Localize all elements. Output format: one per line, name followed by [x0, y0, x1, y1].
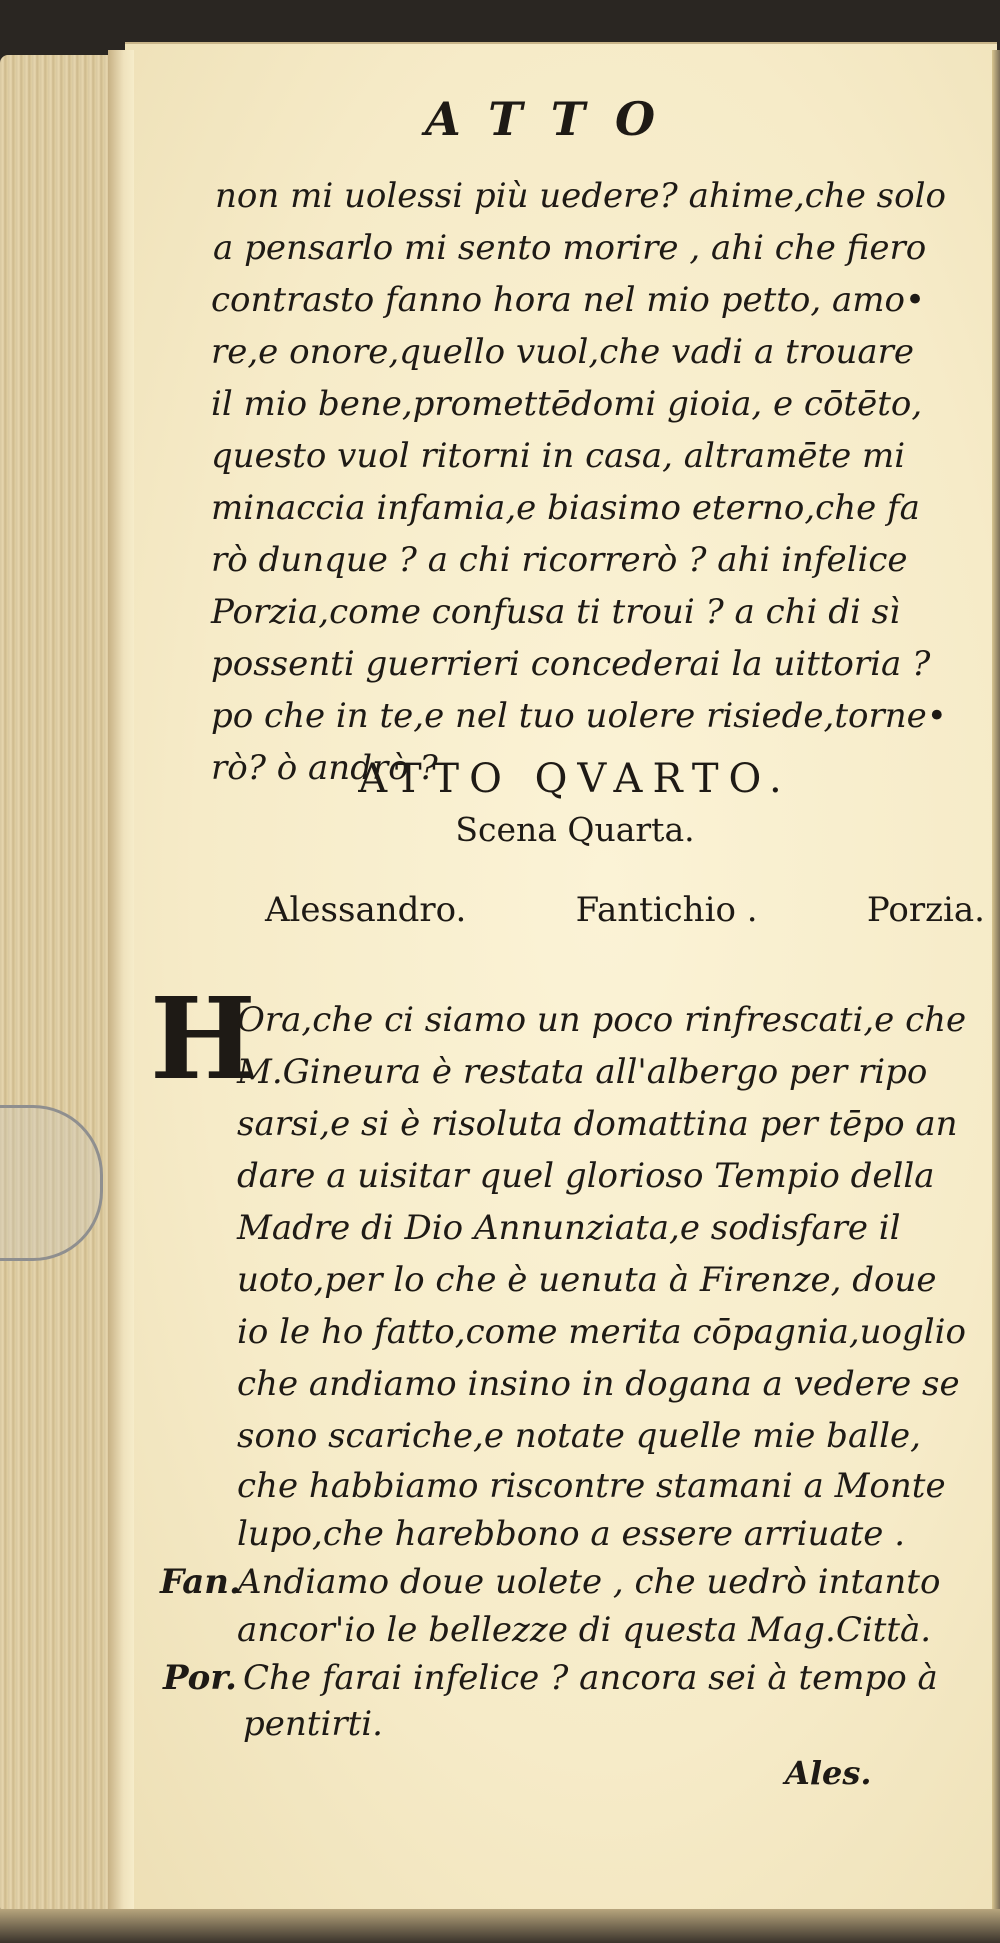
text-line: Madre di Dio Annunziata,e sodisfare il — [237, 1208, 901, 1248]
text-line: po che in te,e nel tuo uolere risiede,torne• — [211, 696, 947, 736]
text-line: non mi uolessi più uedere? ahime,che solo — [215, 176, 946, 216]
book-gutter — [108, 50, 134, 1920]
character-name: Alessandro. — [265, 890, 467, 930]
text-line: sono scariche,e notate quelle mie balle, — [237, 1416, 921, 1456]
character-list — [265, 890, 985, 930]
text-line: Porzia,come confusa ti troui ? a chi di sì — [211, 592, 900, 632]
text-line: Andiamo doue uolete , che uedrò intanto — [237, 1562, 941, 1602]
text-line: ancor'io le bellezze di questa Mag.Città. — [237, 1610, 932, 1650]
text-line: lupo,che harebbono a essere arriuate . — [237, 1514, 906, 1554]
catchword: Ales. — [785, 1754, 872, 1792]
text-line: il mio bene,promettēdomi gioia, e cōtēto, — [211, 384, 923, 424]
scene-heading: Scena Quarta. — [455, 810, 695, 849]
book-bottom-edge — [0, 1909, 1000, 1943]
text-line: rò dunque ? a chi ricorrerò ? ahi infelice — [211, 540, 908, 580]
speaker-label: Por. — [163, 1658, 237, 1698]
speaker-label: Fan. — [160, 1562, 241, 1602]
page-edges — [0, 55, 125, 1915]
drop-cap: H — [150, 974, 256, 1105]
text-line: sarsi,e si è risoluta domattina per tēpo an — [237, 1104, 958, 1144]
text-line: possenti guerrieri concederai la uittoria ? — [211, 644, 931, 684]
text-line: re,e onore,quello vuol,che vadi a trouare — [211, 332, 914, 372]
text-line: uoto,per lo che è uenuta à Firenze, doue — [237, 1260, 937, 1300]
text-line: contrasto fanno hora nel mio petto, amo• — [211, 280, 926, 320]
text-line: che andiamo insino in dogana a vedere se — [237, 1364, 960, 1404]
act-heading: ATTO QVARTO. — [358, 756, 792, 802]
text-line: a pensarlo mi sento morire , ahi che fiero — [213, 228, 927, 268]
character-name: Porzia. — [866, 890, 985, 930]
running-head: ATTO — [424, 92, 686, 146]
text-line: rò? ò andrò ? — [211, 748, 438, 788]
text-line: io le ho fatto,come merita cōpagnia,uoglio — [237, 1312, 967, 1352]
book-page — [125, 42, 997, 1914]
character-name: Fantichio . — [575, 890, 758, 930]
text-line: che habbiamo riscontre stamani a Monte — [237, 1466, 946, 1506]
text-line: questo vuol ritorni in casa, altramēte mi — [211, 436, 906, 476]
text-line: Ora,che ci siamo un poco rinfrescati,e che — [237, 1000, 967, 1040]
text-line: dare a uisitar quel glorioso Tempio della — [237, 1156, 935, 1196]
text-line: M.Gineura è restata all'albergo per ripo — [237, 1052, 928, 1092]
text-line: Che farai infelice ? ancora sei à tempo à — [243, 1658, 938, 1698]
text-line: minaccia infamia,e biasimo eterno,che fa — [211, 488, 920, 528]
page-text — [125, 44, 997, 1914]
text-line: pentirti. — [243, 1704, 383, 1744]
page-right-edge — [992, 50, 1000, 1910]
